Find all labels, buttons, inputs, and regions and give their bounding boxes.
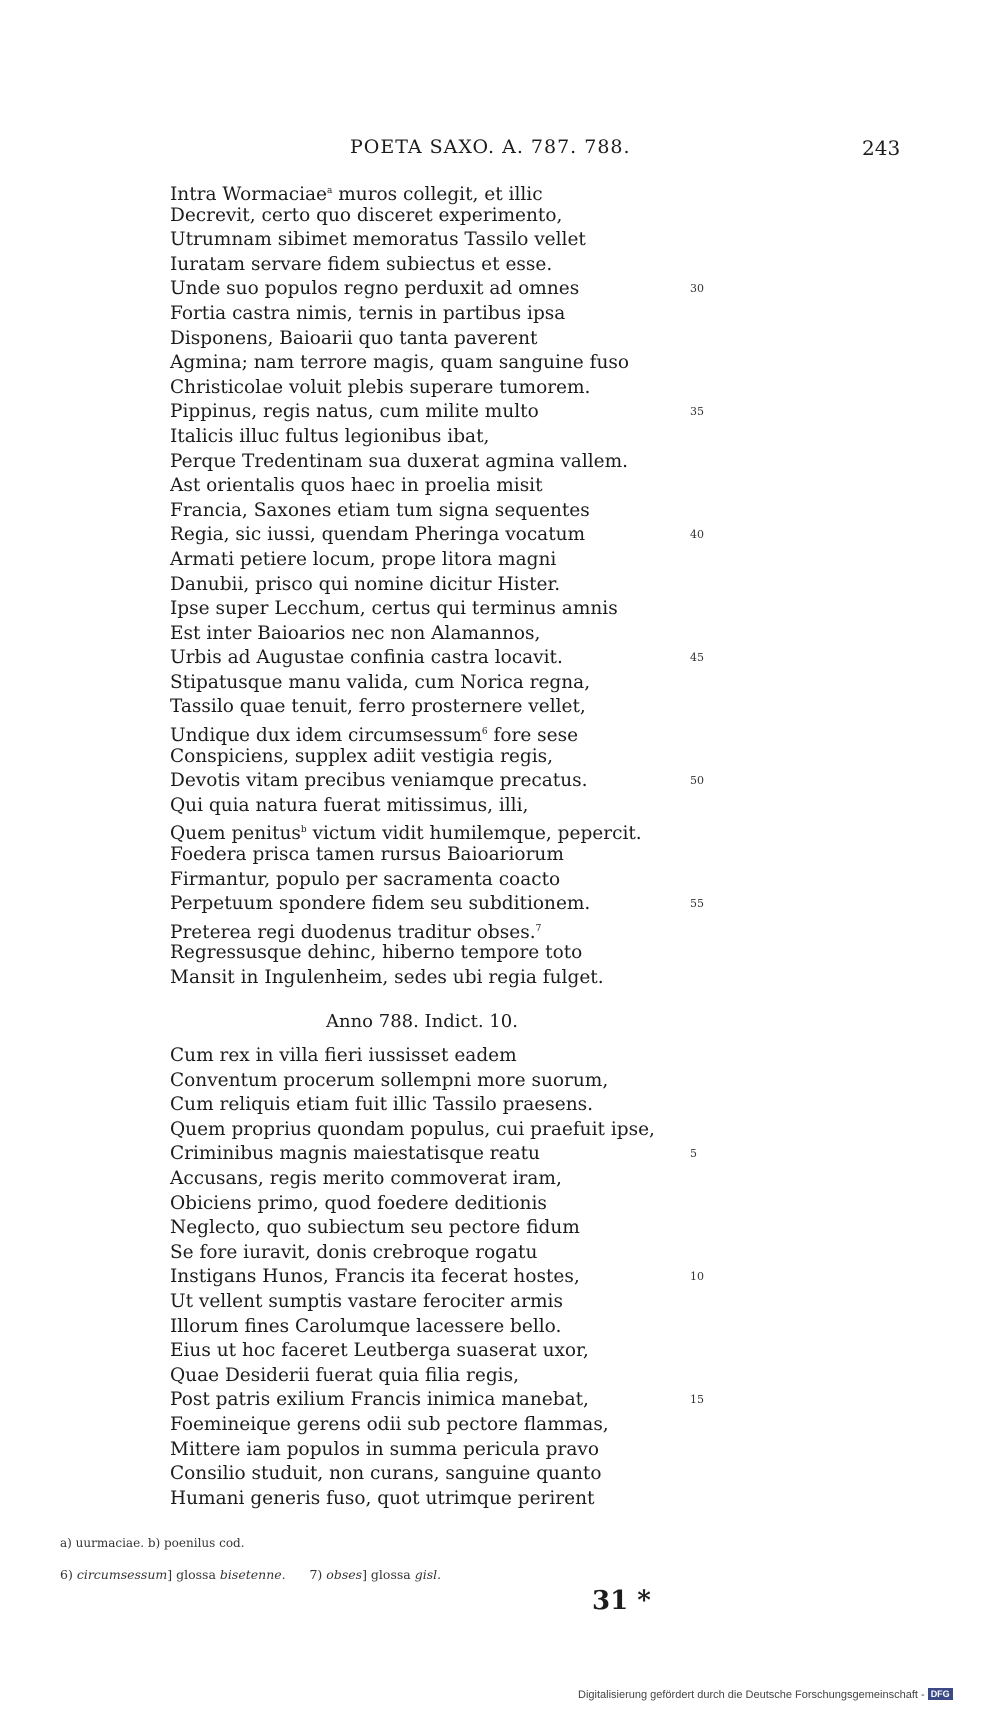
verse-text: Accusans, regis merito commoverat iram, [170, 1167, 562, 1189]
verse-text: Decrevit, certo quo disceret experimento, [170, 204, 563, 226]
footnote-6-number: 6) [60, 1567, 73, 1582]
verse-line [170, 425, 642, 450]
verse-text: Perpetuum spondere fidem seu subditionem. [170, 893, 591, 915]
verse-text: Quae Desiderii fuerat quia filia regis, [170, 1364, 519, 1386]
footnote-marker: a [326, 186, 333, 196]
verse-text: Preterea regi duodenus traditur obses. [170, 921, 536, 943]
verse-text: Italicis illuc fultus legionibus ibat, [170, 425, 490, 447]
verse-line [170, 573, 642, 598]
running-title: POETA SAXO. A. 787. 788. [350, 136, 631, 158]
verse-text: Urbis ad Augustae confinia castra locavit. [170, 647, 563, 669]
verse-line [170, 302, 642, 327]
page-number: 243 [862, 136, 901, 160]
verse-text: Intra Wormaciae [170, 184, 327, 205]
verse-text: Qui quia natura fuerat mitissimus, illi, [170, 794, 529, 816]
verse-text: Disponens, Baioarii quo tanta paverent [170, 327, 538, 349]
verse-line [170, 400, 704, 425]
verse-line [170, 548, 642, 573]
verse-text: Regressusque dehinc, hiberno tempore toto [170, 942, 583, 964]
page-header [0, 136, 1000, 166]
verse-line [170, 1462, 655, 1487]
verse-line [170, 1142, 697, 1167]
verse-text: Iuratam servare fidem subiectus et esse. [170, 253, 553, 275]
verse-text: Eius ut hoc faceret Leutberga suaserat uxor, [170, 1340, 589, 1362]
verse-text: Se fore iuravit, donis crebroque rogatu [170, 1241, 538, 1263]
verse-line [170, 1315, 655, 1340]
line-number: 5 [690, 1147, 697, 1161]
verse-text: Quem proprius quondam populus, cui praefuit ipse, [170, 1118, 655, 1140]
verse-line [170, 720, 642, 745]
verse-text: Unde suo populos regno perduxit ad omnes [170, 278, 580, 300]
verse-text: Danubii, prisco qui nomine dicitur Hister. [170, 573, 561, 595]
verse-text: Ut vellent sumptis vastare ferociter armis [170, 1290, 563, 1312]
verse-line [170, 1044, 655, 1069]
footnote-marker: 7 [535, 923, 542, 934]
verse-line [170, 1364, 655, 1389]
verse-line [170, 1265, 704, 1290]
verse-line [170, 1438, 655, 1463]
dfg-logo-icon: DFG [928, 1688, 953, 1700]
line-number: 40 [690, 528, 704, 542]
verse-text: Cum reliquis etiam fuit illic Tassilo praesens. [170, 1094, 593, 1116]
verse-text: Mittere iam populos in summa pericula pravo [170, 1438, 599, 1460]
footnote-6-word: bisetenne. [219, 1567, 286, 1582]
year-heading: Anno 788. Indict. 10. [326, 1011, 518, 1032]
footnotes [60, 1567, 441, 1582]
verse-line [170, 277, 704, 302]
verse-line [170, 1118, 655, 1143]
verse-text: Armati petiere locum, prope litora magni [170, 548, 557, 570]
verse-text: Francia, Saxones etiam tum signa sequentes [170, 499, 590, 521]
verse-text: Christicolae voluit plebis superare tumorem. [170, 376, 591, 398]
verse-text: Pippinus, regis natus, cum milite multo [170, 401, 539, 423]
verse-text: Firmantur, populo per sacramenta coacto [170, 868, 561, 890]
sheet-signature: 31 * [592, 1586, 651, 1616]
verse-text: Foemineique gerens odii sub pectore flammas, [170, 1413, 609, 1435]
poem-section-787 [170, 179, 704, 991]
footnote-7-lemma: obses [326, 1567, 363, 1582]
verse-line [170, 1167, 655, 1192]
verse-text: Foedera prisca tamen rursus Baioariorum [170, 844, 564, 866]
verse-text: Conspiciens, supplex adiit vestigia regis, [170, 745, 553, 767]
verse-line [170, 1192, 655, 1217]
digitization-footer [578, 1688, 953, 1701]
verse-text: Ast orientalis quos haec in proelia misit [170, 475, 543, 497]
line-number: 50 [690, 774, 704, 788]
verse-text: Post patris exilium Francis inimica manebat, [170, 1389, 589, 1411]
verse-text: Cum rex in villa fieri iussisset eadem [170, 1045, 517, 1066]
verse-line [170, 204, 642, 229]
verse-line [170, 1339, 655, 1364]
verse-text: Fortia castra nimis, ternis in partibus ipsa [170, 302, 566, 324]
verse-text: Mansit in Ingulenheim, sedes ubi regia fulget. [170, 967, 604, 988]
verse-text: Conventum procerum sollempni more suorum, [170, 1069, 609, 1091]
verse-line [170, 646, 704, 671]
verse-line [170, 327, 642, 352]
verse-text: Criminibus magnis maiestatisque reatu [170, 1143, 540, 1165]
verse-line [170, 597, 642, 622]
footnote-7-number: 7) [309, 1567, 323, 1582]
verse-line [170, 1093, 655, 1118]
footnote-marker: 6 [481, 727, 488, 738]
verse-line [170, 794, 642, 819]
verse-text: Utrumnam sibimet memoratus Tassilo vellet [170, 229, 586, 251]
verse-line [170, 892, 704, 917]
verse-line [170, 1487, 655, 1512]
verse-text: Illorum fines Carolumque lacessere bello. [170, 1315, 562, 1337]
line-number: 35 [690, 405, 704, 419]
poem-section-788 [170, 1044, 704, 1511]
verse-text: Perque Tredentinam sua duxerat agmina vallem. [170, 450, 629, 472]
verse-line [170, 941, 642, 966]
verse-text-continued: muros collegit, et illic [332, 184, 543, 205]
verse-line [170, 622, 642, 647]
verse-text: Obiciens primo, quod foedere deditionis [170, 1192, 547, 1214]
verse-line [170, 818, 642, 843]
verse-line [170, 917, 642, 942]
verse-line [170, 1388, 704, 1413]
verse-text: Consilio studuit, non curans, sanguine quanto [170, 1463, 602, 1485]
verse-text: Undique dux idem circumsessum [170, 725, 482, 747]
verse-line [170, 523, 704, 548]
verse-line [170, 253, 642, 278]
verse-line [170, 745, 642, 770]
verse-line [170, 499, 642, 524]
verse-line [170, 695, 642, 720]
verse-text: Stipatusque manu valida, cum Norica regna, [170, 671, 591, 693]
verse-line [170, 1216, 655, 1241]
critical-apparatus: a) uurmaciae. b) poenilus cod. [60, 1536, 245, 1550]
verse-text: Devotis vitam precibus veniamque precatus. [170, 770, 588, 792]
verse-line [170, 474, 642, 499]
footnote-7-gloss: ] glossa [362, 1567, 415, 1582]
verse-text: Est inter Baioarios nec non Alamannos, [170, 622, 541, 644]
footnote-7-word: gisl. [414, 1567, 442, 1582]
verse-line [170, 179, 642, 204]
verse-text: Quem penitus [170, 823, 301, 845]
footnote-marker: b [300, 825, 307, 836]
verse-text-continued: victum vidit humilemque, pepercit. [306, 823, 642, 845]
verse-line [170, 1290, 655, 1315]
verse-line [170, 450, 642, 475]
footer-text: Digitalisierung gefördert durch die Deutsche Forschungsgemeinschaft - [578, 1689, 925, 1701]
footnote-6-gloss: ] glossa [167, 1567, 220, 1582]
verse-line [170, 1413, 655, 1438]
line-number: 15 [690, 1393, 704, 1407]
line-number: 30 [690, 282, 704, 296]
line-number: 55 [690, 897, 704, 911]
verse-text: Instigans Hunos, Francis ita fecerat hostes, [170, 1266, 580, 1288]
footnote-6-lemma: circumsessum [76, 1567, 168, 1582]
line-number: 10 [690, 1270, 704, 1284]
verse-line [170, 966, 642, 991]
verse-line [170, 1069, 655, 1094]
verse-text: Regia, sic iussi, quendam Pheringa vocatum [170, 524, 586, 546]
verse-text: Humani generis fuso, quot utrimque perirent [170, 1487, 595, 1509]
verse-line [170, 228, 642, 253]
verse-line [170, 843, 642, 868]
verse-text-continued: fore sese [487, 725, 579, 747]
verse-text: Neglecto, quo subiectum seu pectore fidum [170, 1217, 580, 1239]
verse-line [170, 351, 642, 376]
verse-text: Tassilo quae tenuit, ferro prosternere vellet, [170, 696, 586, 718]
verse-line [170, 1241, 655, 1266]
line-number: 45 [690, 651, 704, 665]
verse-line [170, 376, 642, 401]
verse-text: Ipse super Lecchum, certus qui terminus amnis [170, 598, 618, 620]
verse-line [170, 769, 704, 794]
verse-line [170, 671, 642, 696]
verse-line [170, 868, 642, 893]
verse-text: Agmina; nam terrore magis, quam sanguine fuso [170, 352, 630, 374]
